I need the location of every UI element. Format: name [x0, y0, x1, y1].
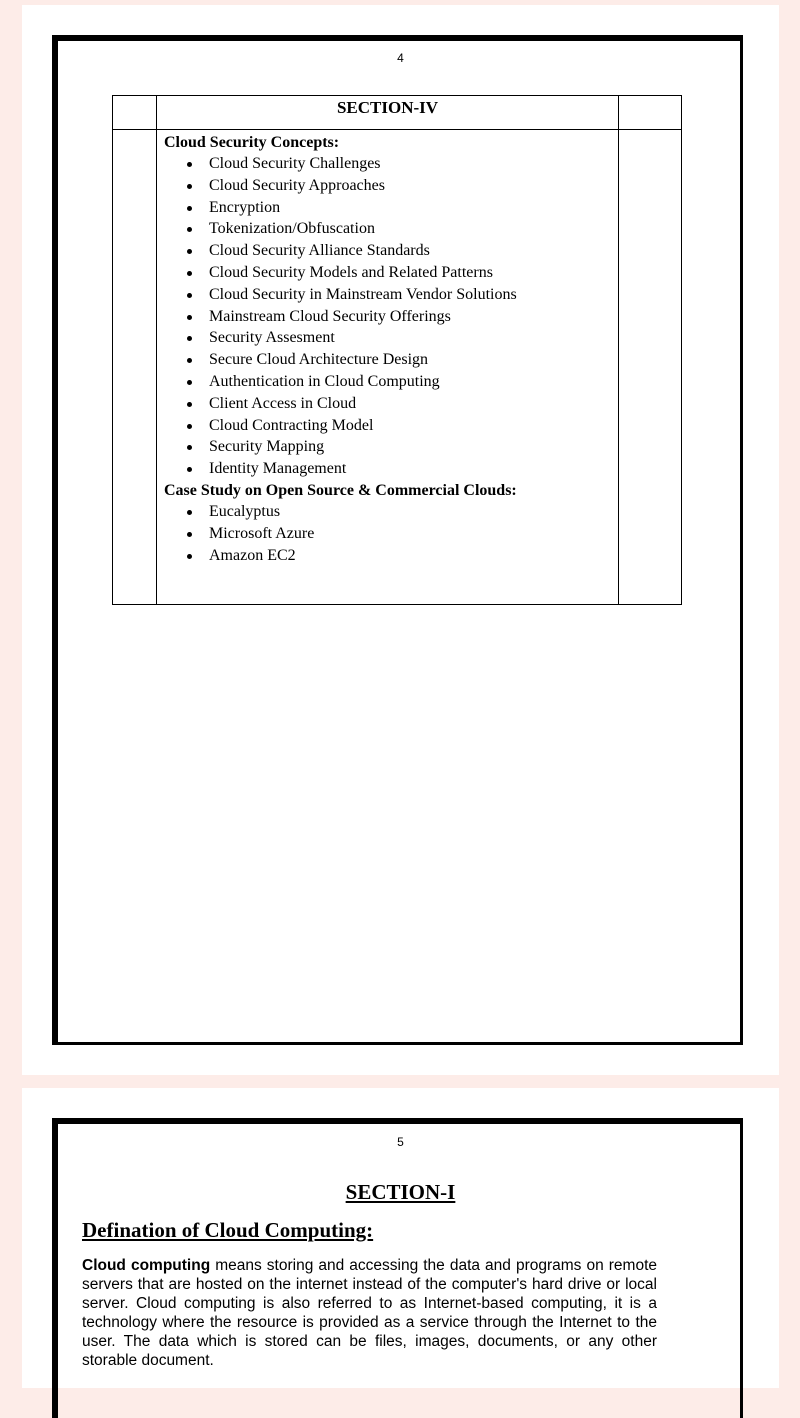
list-item: Microsoft Azure	[209, 523, 612, 545]
list-item: Eucalyptus	[209, 501, 612, 523]
definition-text: means storing and accessing the data and programs on remote servers that are hosted on the internet instead of the computer's hard drive or local server. Cloud computing is also referred to as Internet-based computing, it is a technology where the resource is provided as a service through the Internet to the user. The data which is stored can be files, images, documents, or any other storable document.	[82, 1257, 658, 1369]
list-item: Secure Cloud Architecture Design	[209, 349, 612, 371]
topic-items-list	[164, 501, 612, 566]
list-item: Authentication in Cloud Computing	[209, 371, 612, 393]
list-item: Cloud Security Approaches	[209, 175, 612, 197]
section-heading: SECTION-IV	[157, 96, 619, 130]
list-item: Security Mapping	[209, 436, 612, 458]
topic-title: Case Study on Open Source & Commercial Clouds:	[164, 481, 517, 499]
list-item: Cloud Security Challenges	[209, 153, 612, 175]
definition-title: Defination of Cloud Computing:	[82, 1218, 374, 1242]
document-page-4	[22, 5, 779, 1075]
document-page-5	[22, 1088, 779, 1388]
list-item: Security Assesment	[209, 327, 612, 349]
list-item: Cloud Contracting Model	[209, 415, 612, 437]
section-heading: SECTION-I	[345, 1180, 456, 1204]
table-header-row	[113, 96, 682, 130]
list-item: Client Access in Cloud	[209, 393, 612, 415]
definition-term: Cloud computing	[82, 1257, 211, 1274]
page-number: 4	[397, 51, 404, 65]
list-item: Cloud Security in Mainstream Vendor Solutions	[209, 284, 612, 306]
list-item: Identity Management	[209, 458, 612, 480]
page-number: 5	[397, 1135, 404, 1149]
list-item: Amazon EC2	[209, 545, 612, 567]
syllabus-table	[112, 95, 682, 605]
list-item: Tokenization/Obfuscation	[209, 218, 612, 240]
list-item: Encryption	[209, 197, 612, 219]
list-item: Mainstream Cloud Security Offerings	[209, 306, 612, 328]
topics-cell	[157, 130, 619, 605]
definition-paragraph	[82, 1256, 657, 1370]
topic-title: Cloud Security Concepts:	[164, 134, 340, 151]
topic-items-list	[164, 153, 612, 480]
table-content-row	[113, 130, 682, 605]
list-item: Cloud Security Models and Related Patterns	[209, 262, 612, 284]
list-item: Cloud Security Alliance Standards	[209, 240, 612, 262]
